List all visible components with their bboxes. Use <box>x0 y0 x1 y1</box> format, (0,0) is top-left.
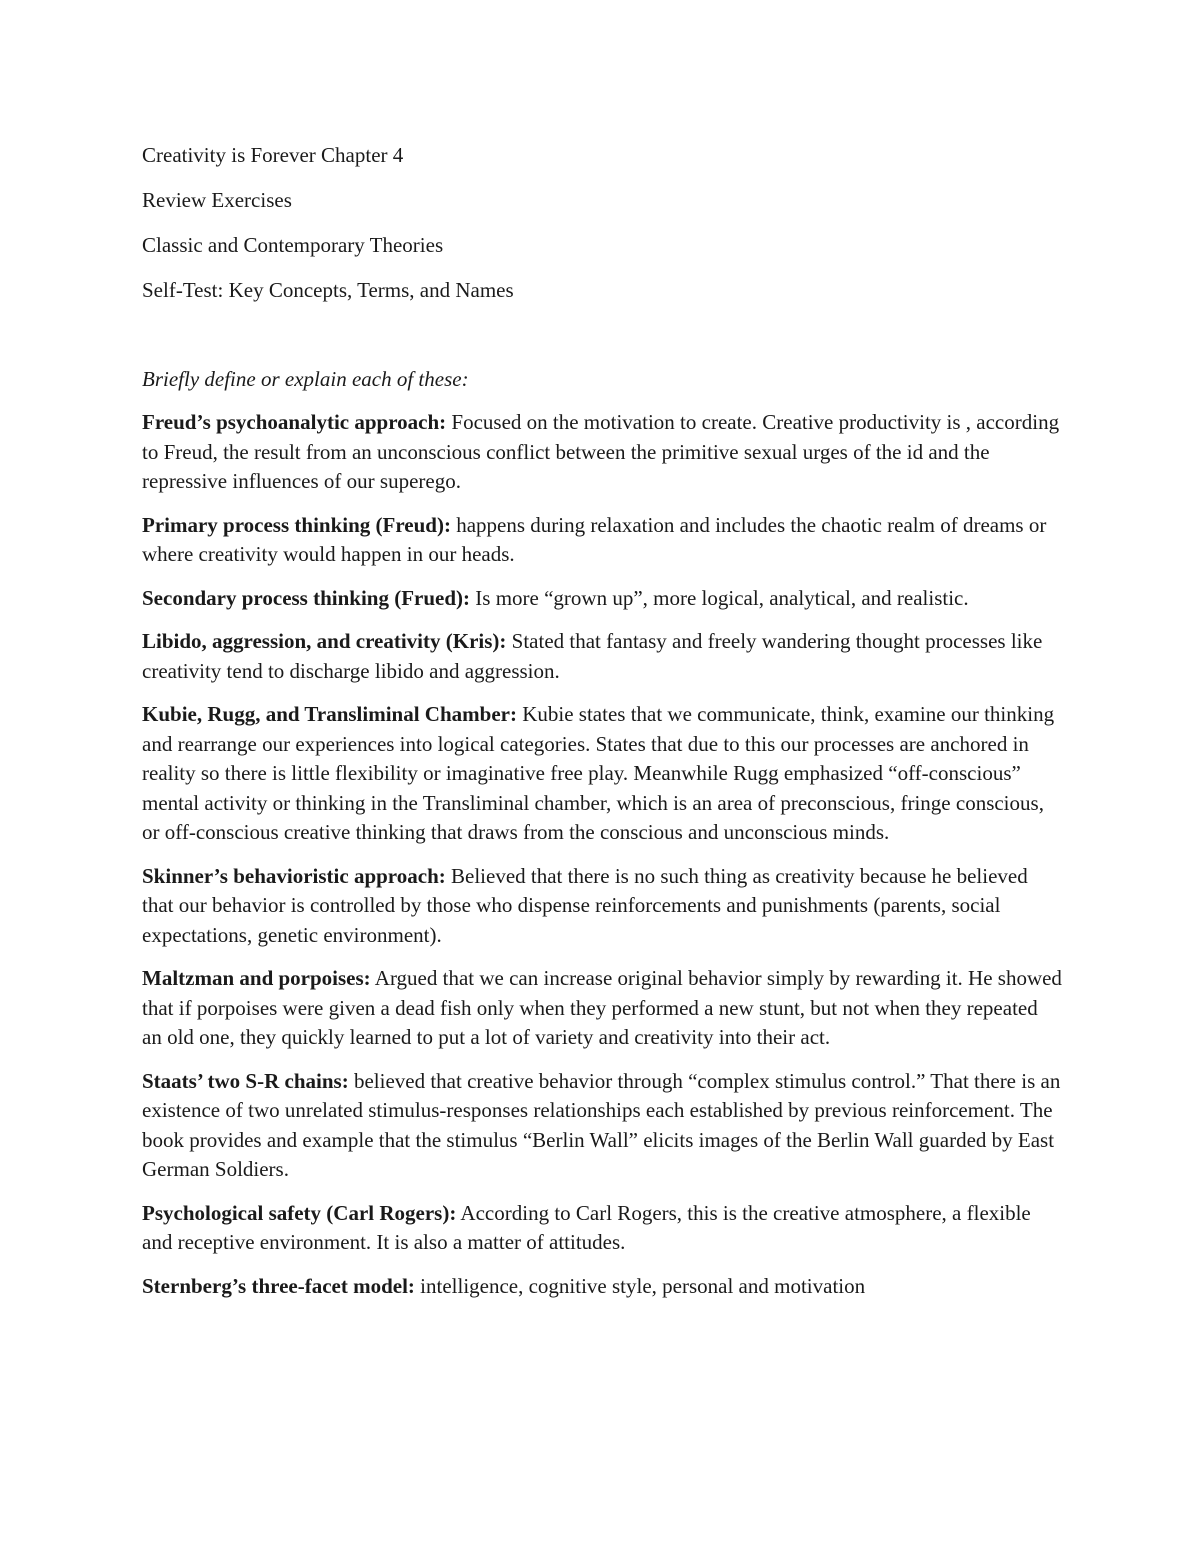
entry-definition: Argued that we can increase original behavior simply by rewarding it. He showed that if porpoises were given a dead fish only when they performed a new stunt, but not when they repeated an old one, they quickly learned to put a lot of variety and creativity into their act. <box>142 966 1062 1049</box>
entry-term: Psychological safety (Carl Rogers): <box>142 1200 457 1225</box>
entry-psychological-safety <box>142 1199 1062 1258</box>
document-page <box>142 140 1062 1315</box>
entry-term: Kubie, Rugg, and Transliminal Chamber: <box>142 702 517 726</box>
entry-maltzman <box>142 964 1062 1053</box>
entry-libido-aggression <box>142 627 1062 686</box>
instructions: Briefly define or explain each of these: <box>142 367 469 391</box>
self-test-heading: Self-Test: Key Concepts, Terms, and Names <box>142 278 514 302</box>
section-heading: Classic and Contemporary Theories <box>142 233 444 257</box>
entry-definition: believed that creative behavior through “complex stimulus control.” That there is an existence of two unrelated stimulus-responses relationships each established by previous reinforcement. The book provides and example that the stimulus “Berlin Wall” elicits images of the Berlin Wall guarded by East German Soldiers. <box>142 1068 1061 1181</box>
entry-term: Sternberg’s three-facet model: <box>142 1273 415 1298</box>
entry-definition: According to Carl Rogers, this is the creative atmosphere, a flexible and receptive environment. It is also a matter of attitudes. <box>142 1200 1031 1254</box>
entry-definition: Kubie states that we communicate, think, examine our thinking and rearrange our experiences into logical categories. States that due to this our processes are anchored in reality so there is little flexibility or imaginative free play. Meanwhile Rugg emphasized “off-conscious” mental activity or thinking in the Transliminal chamber, which is an area of preconscious, fringe conscious, or off-conscious creative thinking that draws from the conscious and unconscious minds. <box>142 702 1055 844</box>
entry-primary-process <box>142 511 1062 570</box>
entry-sternberg <box>142 1272 1062 1302</box>
entry-kubie-rugg <box>142 700 1062 848</box>
entry-skinner <box>142 862 1062 951</box>
document-subtitle: Review Exercises <box>142 188 292 212</box>
entry-term: Staats’ two S-R chains: <box>142 1068 349 1093</box>
entry-secondary-process <box>142 584 1062 614</box>
entry-definition: intelligence, cognitive style, personal and motivation <box>414 1273 866 1298</box>
entry-definition: Is more “grown up”, more logical, analytical, and realistic. <box>470 585 969 610</box>
entry-term: Primary process thinking (Freud): <box>142 512 451 537</box>
entry-definition: Focused on the motivation to create. Creative productivity is , according to Freud, the result from an unconscious conflict between the primitive sexual urges of the id and the repressive influences of our superego. <box>142 410 1060 493</box>
entry-term: Secondary process thinking (Frued): <box>142 585 471 610</box>
entry-term: Freud’s psychoanalytic approach: <box>142 410 447 434</box>
entry-term: Skinner’s behavioristic approach: <box>142 863 446 888</box>
entry-definition: happens during relaxation and includes the chaotic realm of dreams or where creativity would happen in our heads. <box>142 512 1047 566</box>
entry-freud-psychoanalytic <box>142 408 1062 497</box>
entry-term: Maltzman and porpoises: <box>142 966 371 990</box>
entry-staats <box>142 1067 1062 1185</box>
entry-definition: Stated that fantasy and freely wandering thought processes like creativity tend to discharge libido and aggression. <box>142 629 1043 683</box>
document-title: Creativity is Forever Chapter 4 <box>142 143 404 167</box>
entry-term: Libido, aggression, and creativity (Kris): <box>142 629 507 653</box>
entry-definition: Believed that there is no such thing as creativity because he believed that our behavior is controlled by those who dispense reinforcements and punishments (parents, social expectations, genetic environment). <box>142 863 1028 947</box>
